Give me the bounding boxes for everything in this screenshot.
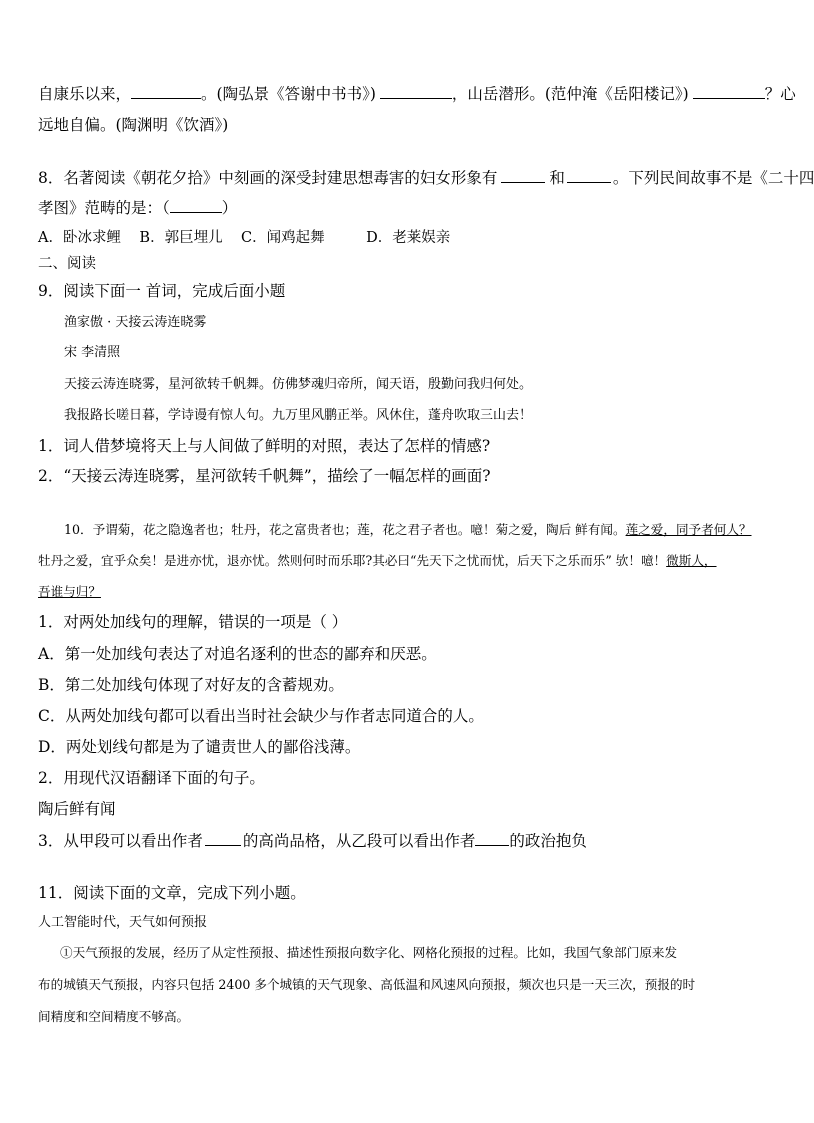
article-title: 人工智能时代，天气如何预报 <box>38 915 208 930</box>
option-a: A．第一处加线句表达了对追名逐利的世态的鄙弃和厌恶。 <box>38 645 437 663</box>
question-9-sub-2: 2．“天接云涛连晓雾，星河欲转千帆舞”，描绘了一幅怎样的画面? <box>38 467 491 485</box>
poem-fill-line-1: 自康乐以来， 。(陶弘景《答谢中书书》) ，山岳潜形。(范仲淹《岳阳楼记》) ？心 <box>38 85 796 103</box>
question-10-sub-3: 3．从甲段可以看出作者 的高尚品格，从乙段可以看出作者 的政治抱负 <box>38 832 587 850</box>
blank-1[interactable] <box>131 84 201 99</box>
question-10-sub-1: 1．对两处加线句的理解，错误的一项是（ ） <box>38 613 348 631</box>
option-d: D．两处划线句都是为了谴责世人的鄙俗浅薄。 <box>38 738 361 756</box>
blank-q8-2[interactable] <box>567 168 611 183</box>
question-10-sub-2: 2．用现代汉语翻译下面的句子。 <box>38 769 265 787</box>
question-8: 8．名著阅读《朝花夕拾》中刻画的深受封建思想毒害的妇女形象有 和 。下列民间故事不是《二十四 <box>38 169 814 187</box>
question-8-line-2: 孝图》范畴的是：（ ） <box>38 199 238 217</box>
question-9-title: 9．阅读下面一 首词，完成后面小题 <box>38 282 286 300</box>
underlined-sentence-2a: 微斯人， <box>666 553 717 568</box>
underlined-sentence-1: 莲之爱，同予者何人？ <box>625 522 752 537</box>
question-10-text-2: 牡丹之爱，宜乎众矣！是进亦忧，退亦忧。然则何时而乐耶?其必曰“先天下之忧而忧，后天下之乐而乐” 欤！噫！微斯人， <box>38 553 717 568</box>
question-8-options: A．卧冰求鲤 B．郭巨埋儿 C．闻鸡起舞 D．老莱娱亲 <box>38 230 451 246</box>
underlined-sentence-2b: 吾谁与归？ <box>38 584 101 599</box>
blank-q10-1[interactable] <box>205 831 241 846</box>
poem-line-1: 天接云涛连晓雾，星河欲转千帆舞。仿佛梦魂归帝所，闻天语，殷勤问我归何处。 <box>64 377 533 392</box>
option-c: C．从两处加线句都可以看出当时社会缺少与作者志同道合的人。 <box>38 707 484 725</box>
translate-sentence: 陶后鲜有闻 <box>38 800 116 818</box>
poem-fill-line-2: 远地自偏。(陶渊明《饮酒》) <box>38 116 229 134</box>
poem-title: 渔家傲 · 天接云涛连晓雾 <box>64 315 207 330</box>
article-paragraph-1-line-1: ①天气预报的发展，经历了从定性预报、描述性预报向数字化、网格化预报的过程。比如，我国气象部门原来发 <box>60 945 678 960</box>
question-10-text-3 <box>38 584 764 599</box>
blank-q8-3[interactable] <box>170 198 222 213</box>
question-11-title: 11．阅读下面的文章，完成下列小题。 <box>38 884 306 902</box>
poem-author: 宋 李清照 <box>64 345 121 360</box>
blank-3[interactable] <box>693 84 765 99</box>
section-heading: 二、阅读 <box>38 256 96 272</box>
question-9-sub-1: 1．词人借梦境将天上与人间做了鲜明的对照，表达了怎样的情感? <box>38 437 491 455</box>
blank-2[interactable] <box>380 84 452 99</box>
question-10-text-1: 10．予谓菊，花之隐逸者也；牡丹，花之富贵者也；莲，花之君子者也。噫！菊之爱，陶后 鲜有闻。莲之爱，同予者何人？ <box>64 522 752 537</box>
article-paragraph-1-line-3: 间精度和空间精度不够高。 <box>38 1009 190 1024</box>
article-paragraph-1-line-2: 布的城镇天气预报，内容只包括 2400 多个城镇的天气现象、高低温和风速风向预报，频次也只是一天三次，预报的时 <box>38 977 696 992</box>
blank-q10-2[interactable] <box>475 831 509 846</box>
poem-line-2: 我报路长嗟日暮，学诗谩有惊人句。九万里风鹏正举。风休住，蓬舟吹取三山去！ <box>64 408 533 423</box>
option-b: B．第二处加线句体现了对好友的含蓄规劝。 <box>38 676 344 694</box>
blank-q8-1[interactable] <box>501 168 545 183</box>
